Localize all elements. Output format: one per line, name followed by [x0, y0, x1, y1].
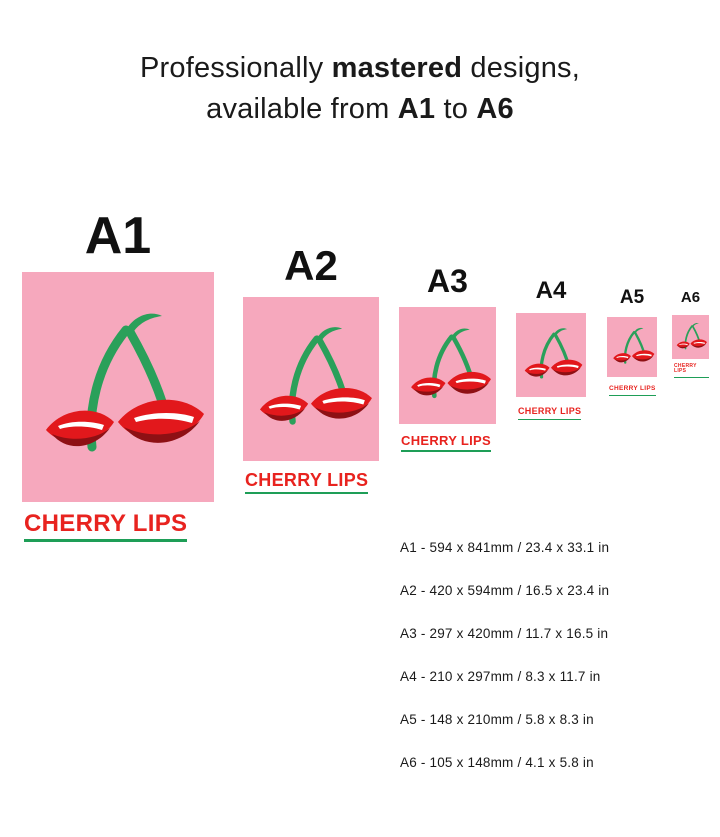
poster-artwork-a1	[22, 272, 214, 502]
page-title-line-2	[0, 89, 720, 130]
caption-text: CHERRY LIPS	[518, 405, 582, 416]
poster-artwork-a4	[516, 313, 586, 397]
dimension-row-a6: A6 - 105 x 148mm / 4.1 x 5.8 in	[400, 755, 594, 770]
size-label-a4: A4	[535, 276, 567, 304]
title-text-bold: mastered	[331, 52, 463, 84]
poster-block-a1	[22, 207, 214, 542]
caption-text: CHERRY LIPS	[245, 469, 369, 490]
caption-underline	[24, 539, 187, 542]
poster-artwork-a5	[607, 317, 657, 377]
caption-underline	[609, 395, 656, 396]
dimension-row-a2: A2 - 420 x 594mm / 16.5 x 23.4 in	[400, 583, 610, 598]
poster-caption-a2	[245, 471, 368, 495]
cherry-lips-illustration	[22, 272, 214, 502]
poster-block-a2	[243, 241, 379, 495]
size-label-a6: A6	[680, 289, 701, 307]
caption-underline	[245, 492, 368, 495]
caption-underline	[401, 450, 491, 452]
cherry-lips-illustration	[607, 317, 657, 377]
title-text-suffix: designs,	[462, 52, 581, 84]
caption-text: CHERRY LIPS	[401, 433, 491, 449]
cherry-lips-illustration	[672, 315, 709, 359]
page-title-line-1	[0, 48, 720, 89]
title2-text-prefix: available from	[206, 93, 398, 126]
caption-text: CHERRY LIPS	[24, 510, 188, 538]
poster-caption-a3	[401, 434, 491, 452]
caption-text: CHERRY LIPS	[674, 363, 697, 375]
size-label-a3: A3	[427, 263, 468, 300]
title2-text-mid: to	[435, 93, 477, 126]
title2-bold-a1: A1	[397, 93, 436, 126]
poster-artwork-a6	[672, 315, 709, 359]
title-text-prefix: Professionally	[139, 52, 332, 84]
poster-caption-a6	[674, 364, 709, 378]
dimension-row-a1: A1 - 594 x 841mm / 23.4 x 33.1 in	[400, 540, 610, 555]
poster-caption-a4	[518, 407, 581, 421]
caption-text: CHERRY LIPS	[609, 384, 656, 392]
dimension-row-a3: A3 - 297 x 420mm / 11.7 x 16.5 in	[400, 626, 609, 641]
poster-block-a5	[607, 288, 657, 397]
caption-underline	[518, 419, 581, 421]
dimension-row-a4: A4 - 210 x 297mm / 8.3 x 11.7 in	[400, 669, 601, 684]
poster-block-a3	[399, 265, 496, 452]
title2-bold-a6: A6	[476, 93, 514, 126]
caption-underline	[674, 377, 709, 378]
size-label-a2: A2	[284, 241, 338, 289]
cherry-lips-illustration	[399, 307, 496, 424]
poster-block-a4	[516, 276, 586, 421]
poster-caption-a1	[24, 512, 187, 542]
poster-artwork-a3	[399, 307, 496, 424]
page-title	[0, 0, 720, 130]
dimensions-list	[400, 540, 700, 798]
size-label-a1: A1	[84, 207, 152, 266]
poster-size-comparison	[0, 156, 720, 556]
cherry-lips-illustration	[516, 313, 586, 397]
poster-artwork-a2	[243, 297, 379, 461]
cherry-lips-illustration	[243, 297, 379, 461]
poster-caption-a5	[609, 386, 656, 397]
poster-block-a6	[672, 290, 709, 378]
dimension-row-a5: A5 - 148 x 210mm / 5.8 x 8.3 in	[400, 712, 594, 727]
size-label-a5: A5	[619, 286, 645, 308]
